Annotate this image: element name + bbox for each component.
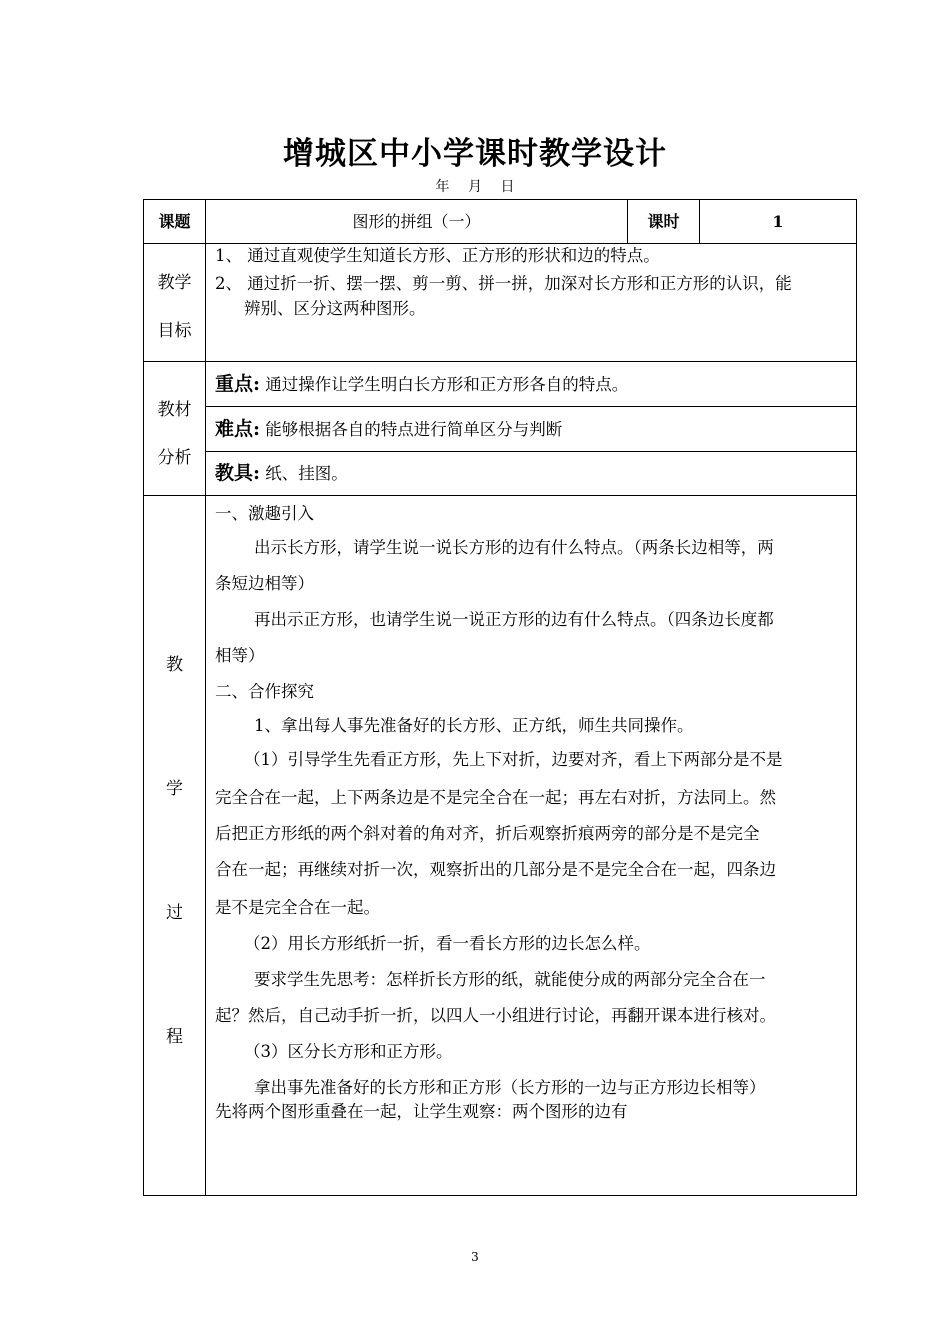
key-point-row <box>215 374 628 395</box>
topic-label: 课题 <box>158 212 191 231</box>
process-line: （3）区分长方形和正方形。 <box>244 1042 453 1061</box>
process-line: （1）引导学生先看正方形，先上下对折，边要对齐，看上下两部分是不是 <box>244 750 783 769</box>
date-line: 年 月 日 <box>435 179 515 195</box>
process-label-2: 学 <box>166 779 183 799</box>
process-line: 起？然后，自己动手折一折，以四人一小组进行讨论，再翻开课本进行核对。 <box>215 1006 776 1025</box>
goals-label-2: 目标 <box>157 321 192 341</box>
analysis-label-1: 教材 <box>157 400 192 420</box>
process-line: 是不是完全合在一起。 <box>215 898 380 917</box>
process-label-3: 过 <box>166 903 183 923</box>
process-line: 后把正方形纸的两个斜对着的角对齐，折后观察折痕两旁的部分是不是完全 <box>215 824 760 843</box>
process-line: 出示长方形，请学生说一说长方形的边有什么特点。（两条长边相等，两 <box>254 538 774 557</box>
goal-line-2: 2、 通过折一折、摆一摆、剪一剪、拼一拼，加深对长方形和正方形的认识，能 <box>215 274 792 293</box>
tools-text: 纸、挂图。 <box>265 464 348 483</box>
process-label-1: 教 <box>166 655 183 675</box>
process-line: 一、激趣引入 <box>215 504 314 523</box>
tools-label: 教具: <box>215 462 261 484</box>
process-line: （2）用长方形纸折一折，看一看长方形的边长怎么样。 <box>244 934 651 953</box>
process-line: 先将两个图形重叠在一起，让学生观察：两个图形的边有 <box>215 1102 628 1121</box>
hours-label: 课时 <box>647 212 680 231</box>
goal-line-3: 辨别、区分这两种图形。 <box>244 299 426 318</box>
process-line: 1、拿出每人事先准备好的长方形、正方纸，师生共同操作。 <box>254 716 694 735</box>
process-line: 条短边相等） <box>215 574 314 593</box>
process-line: 合在一起；再继续对折一次，观察折出的几部分是不是完全合在一起，四条边 <box>215 860 776 879</box>
hours-value: 1 <box>772 212 784 231</box>
process-line: 完全合在一起，上下两条边是不是完全合在一起；再左右对折，方法同上。然 <box>215 788 776 807</box>
process-line: 二、合作探究 <box>215 682 314 701</box>
difficulty-text: 能够根据各自的特点进行简单区分与判断 <box>265 420 563 439</box>
tools-row <box>215 463 348 484</box>
topic-value: 图形的拼组（一） <box>352 212 481 231</box>
process-label-4: 程 <box>166 1027 183 1047</box>
goals-label-1: 教学 <box>157 273 192 293</box>
key-point-label: 重点: <box>215 373 261 395</box>
difficulty-label: 难点: <box>215 418 261 440</box>
analysis-label-2: 分析 <box>157 448 192 468</box>
difficulty-row <box>215 419 562 440</box>
process-line: 要求学生先思考：怎样折长方形的纸，就能使分成的两部分完全合在一 <box>254 970 766 989</box>
document-title: 增城区中小学课时教学设计 <box>283 136 667 172</box>
goal-line-1: 1、 通过直观使学生知道长方形、正方形的形状和边的特点。 <box>215 246 660 265</box>
process-line: 再出示正方形，也请学生说一说正方形的边有什么特点。（四条边长度都 <box>254 610 774 629</box>
process-line: 拿出事先准备好的长方形和正方形（长方形的一边与正方形边长相等） <box>254 1078 766 1097</box>
process-line: 相等） <box>215 646 265 665</box>
page-number: 3 <box>471 1250 479 1264</box>
key-point-text: 通过操作让学生明白长方形和正方形各自的特点。 <box>265 375 629 394</box>
